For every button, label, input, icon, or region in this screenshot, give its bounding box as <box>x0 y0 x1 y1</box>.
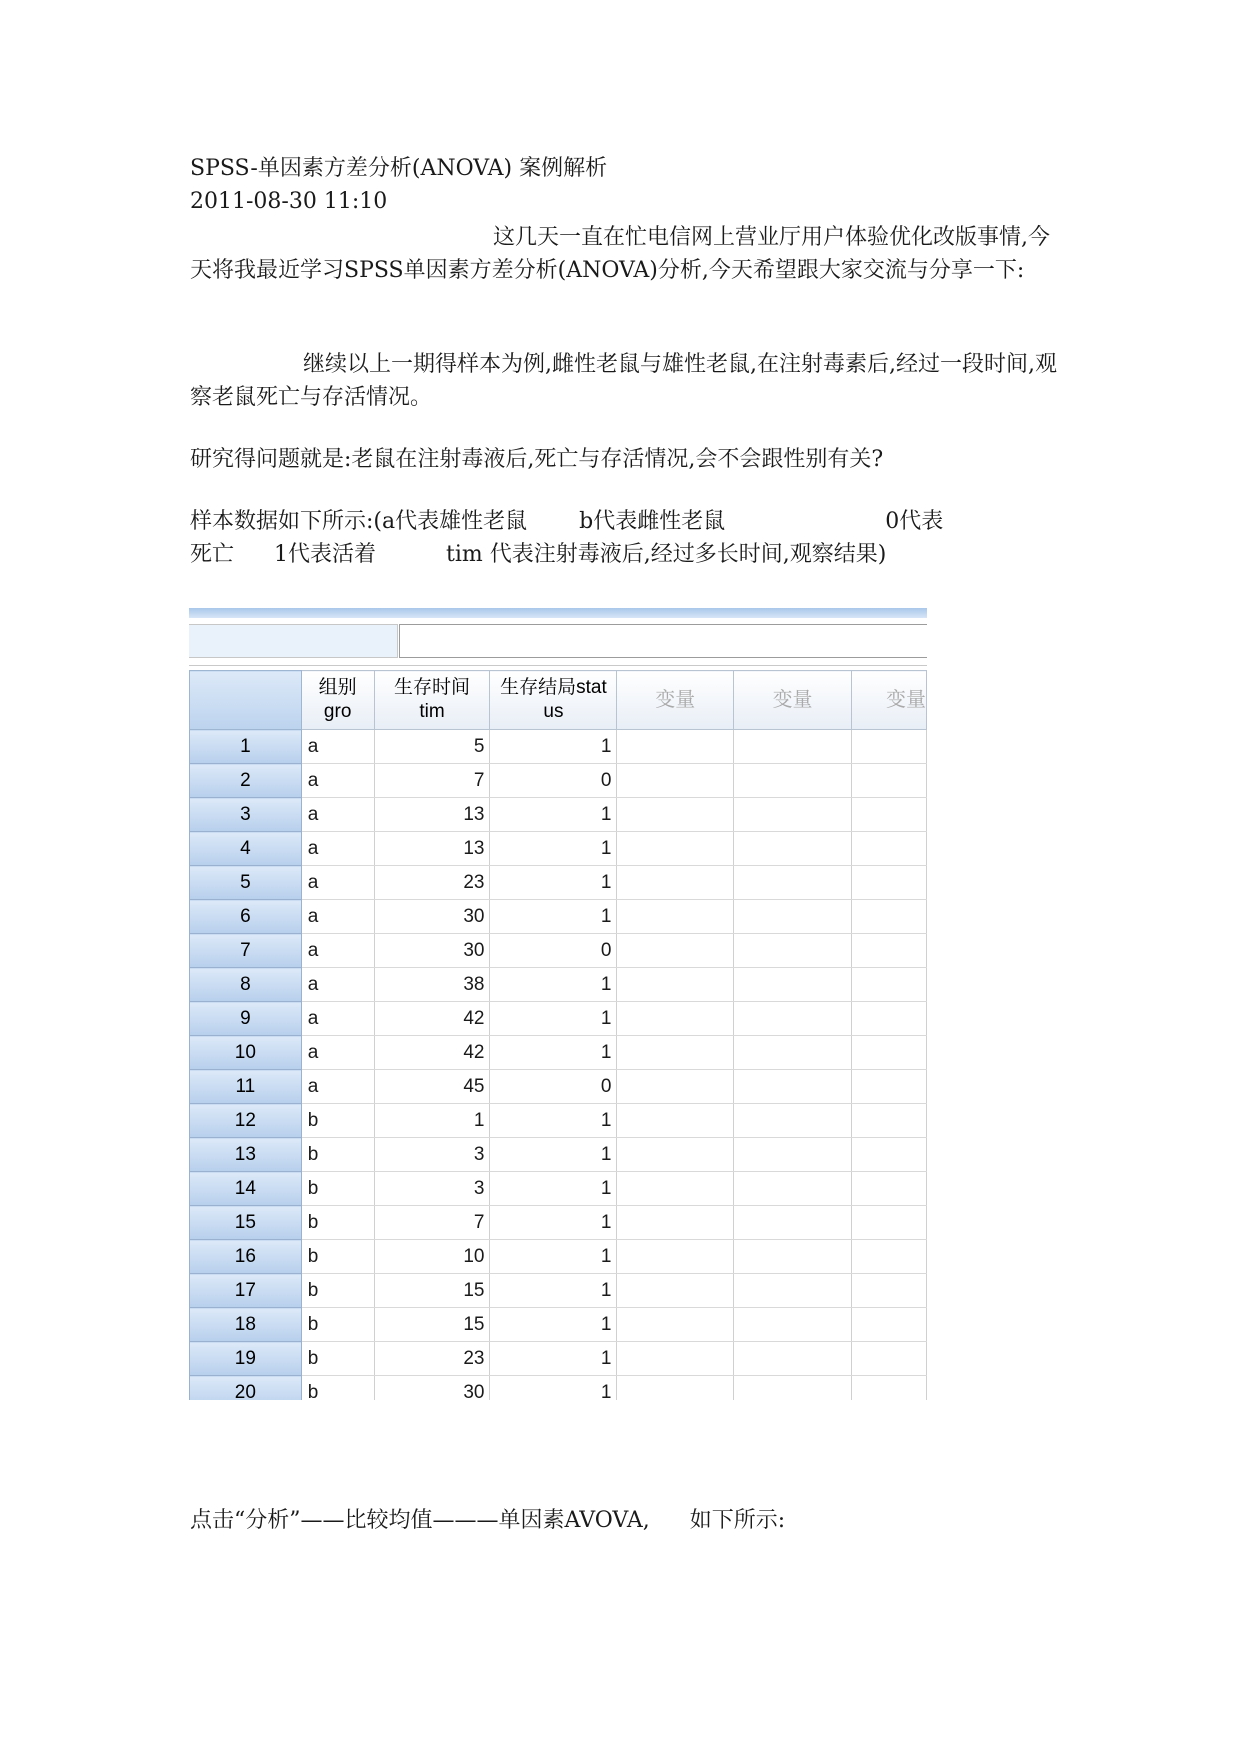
cell-reference-box[interactable] <box>189 624 398 658</box>
column-header-label: 生存结局stat <box>500 677 607 698</box>
row-number-cell[interactable]: 10 <box>190 1036 302 1070</box>
empty-cell[interactable] <box>851 934 926 968</box>
status-cell[interactable]: 1 <box>490 1342 617 1376</box>
table-row <box>190 798 927 832</box>
row-number-cell[interactable]: 13 <box>190 1138 302 1172</box>
gro-cell[interactable]: a <box>301 1002 374 1036</box>
column-header-status[interactable] <box>490 671 617 730</box>
table-row <box>190 1206 927 1240</box>
empty-cell[interactable] <box>734 730 852 764</box>
table-row <box>190 1274 927 1308</box>
row-number-cell[interactable]: 18 <box>190 1308 302 1342</box>
table-row <box>190 1308 927 1342</box>
table-row <box>190 1002 927 1036</box>
status-cell[interactable]: 1 <box>490 1036 617 1070</box>
empty-cell[interactable] <box>734 1172 852 1206</box>
gro-cell[interactable]: b <box>301 1342 374 1376</box>
empty-cell[interactable] <box>734 832 852 866</box>
legend-a-text: 样本数据如下所示:(a代表雄性老鼠 <box>190 509 528 534</box>
empty-cell[interactable] <box>617 764 734 798</box>
column-header-name: tim <box>419 701 445 722</box>
status-cell[interactable]: 1 <box>490 1274 617 1308</box>
gro-cell[interactable]: a <box>301 832 374 866</box>
empty-cell[interactable] <box>617 934 734 968</box>
empty-cell[interactable] <box>851 730 926 764</box>
table-row <box>190 968 927 1002</box>
status-cell[interactable]: 1 <box>490 1206 617 1240</box>
spss-data-view-screenshot <box>189 608 927 1400</box>
row-number-cell[interactable]: 20 <box>190 1376 302 1401</box>
empty-cell[interactable] <box>851 1036 926 1070</box>
empty-cell[interactable] <box>734 934 852 968</box>
status-cell[interactable]: 1 <box>490 730 617 764</box>
empty-cell[interactable] <box>734 1104 852 1138</box>
tim-cell[interactable]: 23 <box>374 866 490 900</box>
legend-tim-text: tim 代表注射毒液后,经过多长时间,观察结果) <box>446 542 887 567</box>
empty-cell[interactable] <box>617 1036 734 1070</box>
empty-cell[interactable] <box>851 968 926 1002</box>
column-header-empty-var[interactable]: 变量 <box>617 671 734 730</box>
empty-cell[interactable] <box>851 764 926 798</box>
empty-cell[interactable] <box>734 798 852 832</box>
status-cell[interactable]: 1 <box>490 900 617 934</box>
status-cell[interactable]: 1 <box>490 832 617 866</box>
gro-cell[interactable]: b <box>301 1104 374 1138</box>
empty-cell[interactable] <box>851 900 926 934</box>
tim-cell[interactable]: 7 <box>374 1206 490 1240</box>
spss-toolbar-strip <box>189 608 927 618</box>
empty-cell[interactable] <box>617 1002 734 1036</box>
spss-cell-editor-bar <box>189 618 927 666</box>
column-header-name: us <box>543 701 564 722</box>
empty-cell[interactable] <box>734 1376 852 1401</box>
table-row <box>190 1070 927 1104</box>
empty-cell[interactable] <box>851 866 926 900</box>
row-number-cell[interactable]: 15 <box>190 1206 302 1240</box>
empty-cell[interactable] <box>617 1274 734 1308</box>
empty-cell[interactable] <box>851 1070 926 1104</box>
gro-cell[interactable]: a <box>301 798 374 832</box>
empty-cell[interactable] <box>617 866 734 900</box>
empty-cell[interactable] <box>617 1206 734 1240</box>
legend-one-text: 1代表活着 <box>274 542 377 567</box>
column-header-empty-var[interactable]: 变量 <box>734 671 852 730</box>
row-number-cell[interactable]: 5 <box>190 866 302 900</box>
tim-cell[interactable]: 15 <box>374 1308 490 1342</box>
article-datetime: 2011-08-30 11:10 <box>190 189 388 214</box>
legend-b-text: b代表雌性老鼠 <box>579 509 726 534</box>
empty-cell[interactable] <box>851 1342 926 1376</box>
tim-cell[interactable]: 30 <box>374 900 490 934</box>
gro-cell[interactable]: a <box>301 934 374 968</box>
row-number-cell[interactable]: 12 <box>190 1104 302 1138</box>
empty-cell[interactable] <box>851 1138 926 1172</box>
tim-cell[interactable]: 5 <box>374 730 490 764</box>
row-number-cell[interactable]: 2 <box>190 764 302 798</box>
instruction-tail-text: 如下所示: <box>689 1508 786 1533</box>
table-row <box>190 1104 927 1138</box>
gro-cell[interactable]: b <box>301 1274 374 1308</box>
gro-cell[interactable]: a <box>301 1036 374 1070</box>
gro-cell[interactable]: b <box>301 1206 374 1240</box>
instruction-text: 点击“分析”——比较均值———单因素AVOVA, <box>190 1508 650 1533</box>
tim-cell[interactable]: 13 <box>374 832 490 866</box>
row-number-cell[interactable]: 19 <box>190 1342 302 1376</box>
status-cell[interactable]: 1 <box>490 1308 617 1342</box>
tim-cell[interactable]: 15 <box>374 1274 490 1308</box>
empty-cell[interactable] <box>734 1138 852 1172</box>
tim-cell[interactable]: 10 <box>374 1240 490 1274</box>
gro-cell[interactable]: a <box>301 900 374 934</box>
table-row <box>190 1172 927 1206</box>
row-number-cell[interactable]: 1 <box>190 730 302 764</box>
row-number-cell[interactable]: 17 <box>190 1274 302 1308</box>
research-question-paragraph: 研究得问题就是:老鼠在注射毒液后,死亡与存活情况,会不会跟性别有关? <box>190 447 884 472</box>
empty-cell[interactable] <box>734 1036 852 1070</box>
status-cell[interactable]: 0 <box>490 934 617 968</box>
gro-cell[interactable]: b <box>301 1138 374 1172</box>
gro-cell[interactable]: a <box>301 866 374 900</box>
table-row <box>190 1376 927 1401</box>
gro-cell[interactable]: a <box>301 764 374 798</box>
gro-cell[interactable]: a <box>301 968 374 1002</box>
empty-cell[interactable] <box>617 730 734 764</box>
empty-cell[interactable] <box>617 1104 734 1138</box>
empty-cell[interactable] <box>734 866 852 900</box>
status-cell[interactable]: 1 <box>490 798 617 832</box>
row-number-cell[interactable]: 16 <box>190 1240 302 1274</box>
row-number-cell[interactable]: 7 <box>190 934 302 968</box>
empty-cell[interactable] <box>734 1206 852 1240</box>
empty-cell[interactable] <box>851 1206 926 1240</box>
status-cell[interactable]: 1 <box>490 1376 617 1401</box>
gro-cell[interactable]: b <box>301 1240 374 1274</box>
empty-cell[interactable] <box>734 1070 852 1104</box>
empty-cell[interactable] <box>851 832 926 866</box>
row-number-cell[interactable]: 8 <box>190 968 302 1002</box>
row-number-cell[interactable]: 3 <box>190 798 302 832</box>
empty-cell[interactable] <box>617 900 734 934</box>
tim-cell[interactable]: 23 <box>374 1342 490 1376</box>
row-number-cell[interactable]: 4 <box>190 832 302 866</box>
empty-cell[interactable] <box>617 968 734 1002</box>
column-header-name: gro <box>323 701 352 722</box>
table-row <box>190 934 927 968</box>
status-cell[interactable]: 1 <box>490 1172 617 1206</box>
empty-cell[interactable] <box>734 764 852 798</box>
table-row <box>190 866 927 900</box>
row-number-cell[interactable]: 11 <box>190 1070 302 1104</box>
spss-data-grid <box>189 670 927 1400</box>
intro-paragraph: 这几天一直在忙电信网上营业厅用户体验优化改版事情,今天将我最近学习SPSS单因素方差分析(ANOVA)分析,今天希望跟大家交流与分享一下: <box>190 225 1050 283</box>
gro-cell[interactable]: b <box>301 1172 374 1206</box>
column-header-empty-var[interactable]: 变量 <box>851 671 926 730</box>
empty-cell[interactable] <box>617 1172 734 1206</box>
table-row <box>190 832 927 866</box>
column-header-label: 生存时间 <box>394 677 471 698</box>
row-number-cell[interactable]: 6 <box>190 900 302 934</box>
instruction-paragraph <box>190 1504 1060 1537</box>
status-cell[interactable]: 1 <box>490 1104 617 1138</box>
table-row <box>190 1138 927 1172</box>
legend-death-text: 死亡 <box>190 542 235 567</box>
status-cell[interactable]: 1 <box>490 1002 617 1036</box>
empty-cell[interactable] <box>734 1002 852 1036</box>
tim-cell[interactable]: 1 <box>374 1104 490 1138</box>
empty-cell[interactable] <box>734 1342 852 1376</box>
tim-cell[interactable]: 30 <box>374 1376 490 1401</box>
empty-cell[interactable] <box>851 1172 926 1206</box>
empty-cell[interactable] <box>851 1002 926 1036</box>
empty-cell[interactable] <box>617 1376 734 1401</box>
column-header-gro[interactable] <box>301 671 374 730</box>
status-cell[interactable]: 0 <box>490 1070 617 1104</box>
grid-corner-cell[interactable] <box>190 671 302 730</box>
empty-cell[interactable] <box>617 1308 734 1342</box>
gro-cell[interactable]: a <box>301 730 374 764</box>
table-row <box>190 900 927 934</box>
gro-cell[interactable]: b <box>301 1376 374 1401</box>
column-header-tim[interactable] <box>374 671 490 730</box>
column-header-label: 组别 <box>318 677 357 698</box>
tim-cell[interactable]: 7 <box>374 764 490 798</box>
empty-cell[interactable] <box>734 1274 852 1308</box>
empty-cell[interactable] <box>851 1376 926 1401</box>
empty-cell[interactable] <box>734 1308 852 1342</box>
tim-cell[interactable]: 45 <box>374 1070 490 1104</box>
tim-cell[interactable]: 42 <box>374 1002 490 1036</box>
data-legend-line-1 <box>190 505 1060 538</box>
empty-cell[interactable] <box>617 832 734 866</box>
status-cell[interactable]: 1 <box>490 866 617 900</box>
table-row <box>190 764 927 798</box>
status-cell[interactable]: 1 <box>490 1138 617 1172</box>
sample-description-paragraph: 继续以上一期得样本为例,雌性老鼠与雄性老鼠,在注射毒素后,经过一段时间,观察老鼠死亡与存活情况。 <box>190 352 1057 410</box>
empty-cell[interactable] <box>617 1070 734 1104</box>
empty-cell[interactable] <box>617 1342 734 1376</box>
grid-header-row <box>190 671 927 730</box>
row-number-cell[interactable]: 9 <box>190 1002 302 1036</box>
tim-cell[interactable]: 3 <box>374 1172 490 1206</box>
tim-cell[interactable]: 30 <box>374 934 490 968</box>
empty-cell[interactable] <box>851 798 926 832</box>
empty-cell[interactable] <box>851 1274 926 1308</box>
empty-cell[interactable] <box>851 1240 926 1274</box>
legend-zero-text: 0代表 <box>885 509 944 534</box>
empty-cell[interactable] <box>851 1104 926 1138</box>
tim-cell[interactable]: 38 <box>374 968 490 1002</box>
cell-value-field[interactable] <box>399 624 927 658</box>
empty-cell[interactable] <box>617 798 734 832</box>
tim-cell[interactable]: 3 <box>374 1138 490 1172</box>
gro-cell[interactable]: b <box>301 1308 374 1342</box>
data-legend-paragraph <box>190 505 1060 571</box>
table-row <box>190 1240 927 1274</box>
tim-cell[interactable]: 13 <box>374 798 490 832</box>
empty-cell[interactable] <box>734 968 852 1002</box>
table-row <box>190 1036 927 1070</box>
gro-cell[interactable]: a <box>301 1070 374 1104</box>
empty-cell[interactable] <box>851 1308 926 1342</box>
empty-cell[interactable] <box>734 1240 852 1274</box>
article-title: SPSS-单因素方差分析(ANOVA) 案例解析 <box>190 156 608 181</box>
empty-cell[interactable] <box>617 1240 734 1274</box>
table-row <box>190 730 927 764</box>
empty-cell[interactable] <box>734 900 852 934</box>
table-row <box>190 1342 927 1376</box>
tim-cell[interactable]: 42 <box>374 1036 490 1070</box>
status-cell[interactable]: 1 <box>490 1240 617 1274</box>
status-cell[interactable]: 0 <box>490 764 617 798</box>
empty-cell[interactable] <box>617 1138 734 1172</box>
status-cell[interactable]: 1 <box>490 968 617 1002</box>
data-legend-line-2 <box>190 538 1060 571</box>
row-number-cell[interactable]: 14 <box>190 1172 302 1206</box>
